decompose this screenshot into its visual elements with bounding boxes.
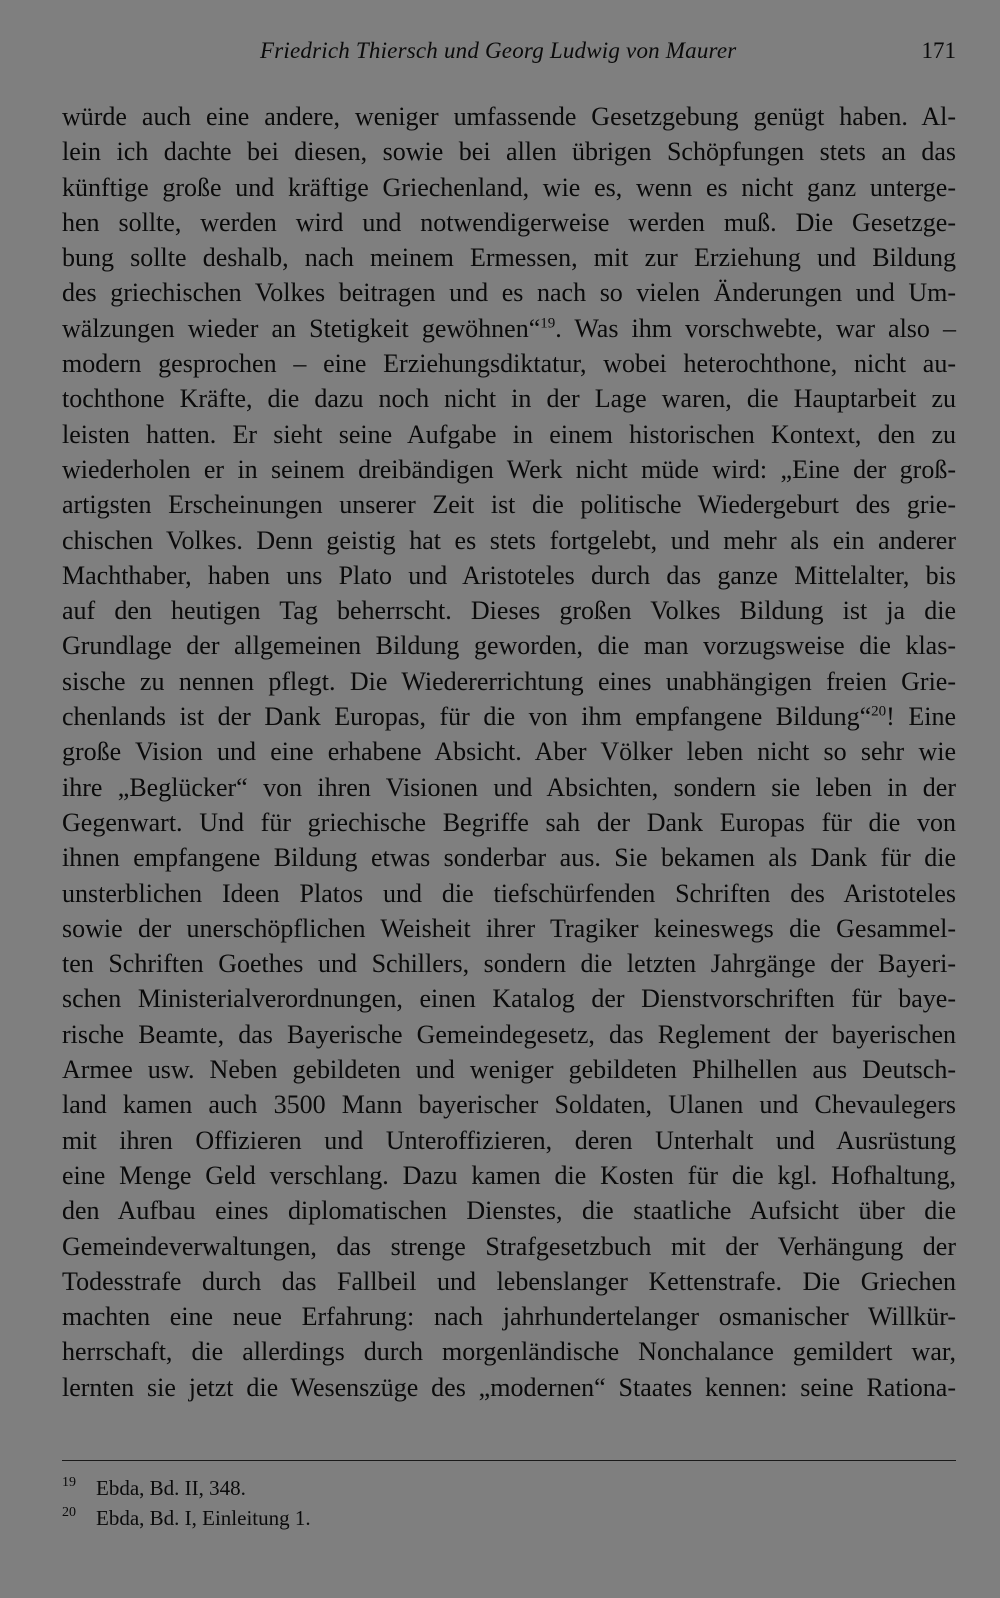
body-line: Todesstrafe durch das Fallbeil und lebenslanger Kettenstrafe. Die Griechen [62,1266,956,1296]
line-text: chenlands ist der Dank Europas, für die von ihm empfangene Bildung“ [62,702,872,732]
body-text [62,99,956,1405]
body-line: Armee usw. Neben gebildeten und weniger gebildeten Philhellen aus Deutsch- [62,1055,956,1085]
footnote-text: Ebda, Bd. II, 348. [96,1476,246,1500]
body-line [62,699,956,734]
body-line: schen Ministerialverordnungen, einen Katalog der Dienstvorschriften für baye- [62,984,956,1014]
body-line: ten Schriften Goethes und Schillers, sondern die letzten Jahrgänge der Bayeri- [62,949,956,979]
footnote-reference[interactable]: 19 [540,315,556,332]
body-line: hen sollte, werden wird und notwendigerweise werden muß. Die Gesetzge- [62,207,956,237]
body-line: land kamen auch 3500 Mann bayerischer Soldaten, Ulanen und Chevaulegers [62,1090,956,1120]
body-line: große Vision und eine erhabene Absicht. Aber Völker leben nicht so sehr wie [62,737,956,767]
running-title: Friedrich Thiersch und Georg Ludwig von Maurer [260,38,737,63]
footnote [62,1473,956,1503]
body-line: rische Beamte, das Bayerische Gemeindegesetz, das Reglement der bayerischen [62,1019,956,1049]
body-line [62,311,956,346]
body-line: künftige große und kräftige Griechenland, wie es, wenn es nicht ganz unterge- [62,172,956,202]
body-line: artigsten Erscheinungen unserer Zeit ist die politische Wiedergeburt des grie- [62,490,956,520]
line-text: ! Eine [886,702,956,732]
body-line: lein ich dachte bei diesen, sowie bei allen übrigen Schöpfungen stets an das [62,137,956,167]
body-line: Gemeindeverwaltungen, das strenge Strafgesetzbuch mit der Verhängung der [62,1231,956,1261]
footnote-number: 19 [62,1475,76,1490]
body-line: ihre „Beglücker“ von ihren Visionen und Absichten, sondern sie leben in der [62,772,956,802]
body-line: lernten sie jetzt die Wesenszüge des „modernen“ Staates kennen: seine Rationa- [62,1372,956,1402]
body-line: eine Menge Geld verschlang. Dazu kamen die Kosten für die kgl. Hofhaltung, [62,1160,956,1190]
body-line: auf den heutigen Tag beherrscht. Dieses großen Volkes Bildung ist ja die [62,596,956,626]
footnote-divider [62,1460,956,1461]
body-line: bung sollte deshalb, nach meinem Ermessen, mit zur Erziehung und Bildung [62,243,956,273]
footnote-number: 20 [62,1505,76,1520]
page-number: 171 [921,38,956,63]
footnote-reference[interactable]: 20 [871,703,887,720]
body-line: chischen Volkes. Denn geistig hat es stets fortgelebt, und mehr als ein anderer [62,525,956,555]
body-line: modern gesprochen – eine Erziehungsdiktatur, wobei heterochthone, nicht au- [62,349,956,379]
line-text: wälzungen wieder an Stetigkeit gewöhnen“ [62,313,541,343]
body-line: Gegenwart. Und für griechische Begriffe sah der Dank Europas für die von [62,807,956,837]
body-line: des griechischen Volkes beitragen und es nach so vielen Änderungen und Um- [62,278,956,308]
footnote-text: Ebda, Bd. I, Einleitung 1. [96,1506,311,1530]
body-line: wiederholen er in seinem dreibändigen Werk nicht müde wird: „Eine der groß- [62,454,956,484]
body-line: würde auch eine andere, weniger umfassende Gesetzgebung genügt haben. Al- [62,102,956,131]
footnotes [62,1473,956,1533]
body-line: leisten hatten. Er sieht seine Aufgabe in einem historischen Kontext, den zu [62,419,956,449]
body-line: machten eine neue Erfahrung: nach jahrhundertelanger osmanischer Willkür- [62,1302,956,1332]
body-line: Grundlage der allgemeinen Bildung geworden, die man vorzugsweise die klas- [62,631,956,661]
body-line: tochthone Kräfte, die dazu noch nicht in der Lage waren, die Hauptarbeit zu [62,384,956,414]
body-line: sowie der unerschöpflichen Weisheit ihrer Tragiker keineswegs die Gesammel- [62,913,956,943]
body-line: unsterblichen Ideen Platos und die tiefschürfenden Schriften des Aristoteles [62,878,956,908]
body-line: herrschaft, die allerdings durch morgenländische Nonchalance gemildert war, [62,1337,956,1367]
body-line: ihnen empfangene Bildung etwas sonderbar aus. Sie bekamen als Dank für die [62,843,956,873]
footnote [62,1503,956,1533]
running-head [62,38,956,70]
body-line: mit ihren Offizieren und Unteroffizieren, deren Unterhalt und Ausrüstung [62,1125,956,1155]
body-line: Machthaber, haben uns Plato und Aristoteles durch das ganze Mittelalter, bis [62,560,956,590]
body-line: den Aufbau eines diplomatischen Dienstes, die staatliche Aufsicht über die [62,1196,956,1226]
line-text: . Was ihm vorschwebte, war also – [555,313,956,343]
body-line: sische zu nennen pflegt. Die Wiedererrichtung eines unabhängigen freien Grie- [62,666,956,696]
